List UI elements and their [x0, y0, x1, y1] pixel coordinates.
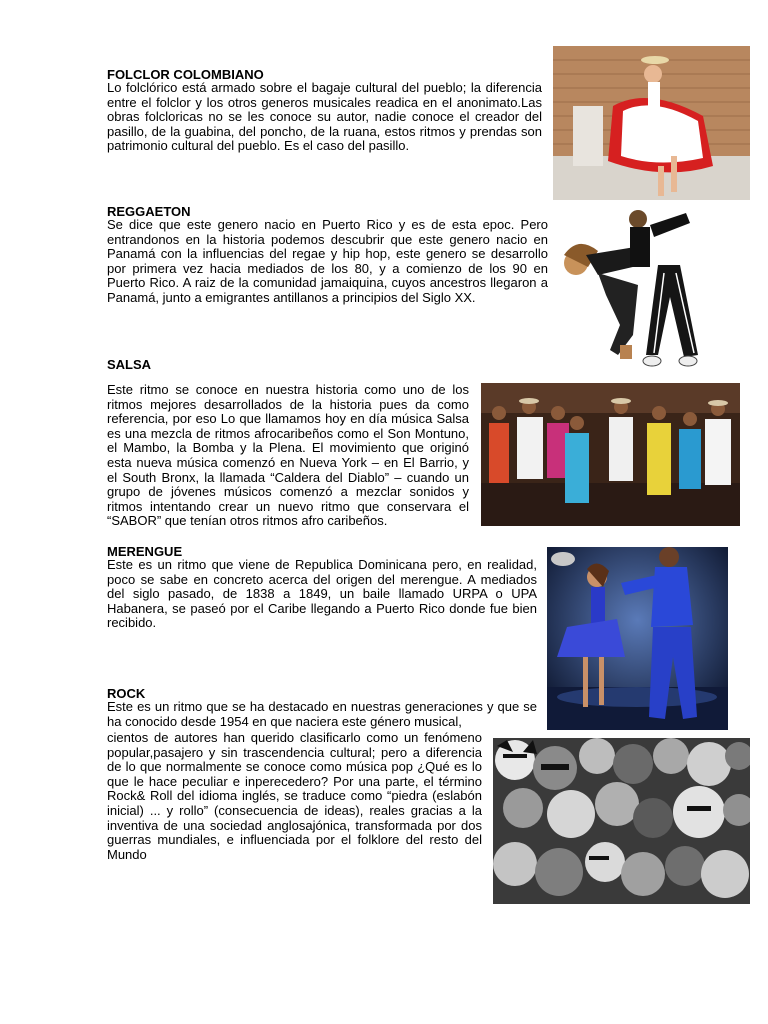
rock-musicians-collage-photo [493, 738, 750, 904]
heading-merengue: MERENGUE [107, 544, 183, 559]
paragraph-salsa: Este ritmo se conoce en nuestra historia como uno de los ritmos mejores desarrollados de la historia pues da como referencia, por eso Lo que llamamos hoy en día música Salsa es una mezcla de ritmos afrocaribeños como el Son Montuno, el Mambo, la Bomba y la Plena. El movimiento que originó esta nueva música comenzó en Nueva York – en El Barrio, y el South Bronx, la llamada “Caldera del Diablo” – cuando un grupo de jóvenes músicos comenzó a mezclar sonidos y ritmos intentando crear un nuevo ritmo que conservara el “SABOR” que tenían otros ritmos afro caribeños. [107, 382, 469, 529]
heading-folclor: FOLCLOR COLOMBIANO [107, 67, 264, 82]
salsa-dancers-photo [481, 383, 740, 526]
paragraph-reggaeton: Se dice que este genero nacio en Puerto Rico y es de esta epoc. Pero entrandonos en la historia podemos descubrir que este genero nacio en Panamá con la influencias del regae y hip hop, este genero se desarrollo por primera vez hacia mediados de los 80, y a comienzo de los 90 en Puerto Rico. A raiz de la comunidad jamaiquina, cuyos ancestros llegaron a Panamá, junto a emigrantes antillanos a principios del Siglo XX. [107, 217, 548, 305]
merengue-dancers-photo [547, 547, 728, 730]
reggaeton-dancers-photo [558, 205, 710, 373]
heading-rock: ROCK [107, 686, 146, 701]
paragraph-merengue: Este es un ritmo que viene de Republica Dominicana pero, en realidad, poco se sabe en concreto acerca del origen del merengue. A mediados del siglo pasado, de 1838 a 1849, un baile llamado URPA o UPA Habanera, se paseó por el Caribe llegando a Puerto Rico donde fue bien recibido. [107, 557, 537, 631]
heading-salsa: SALSA [107, 357, 152, 372]
heading-reggaeton: REGGAETON [107, 204, 191, 219]
folkloric-dancer-photo [553, 46, 750, 200]
paragraph-rock-intro: Este es un ritmo que se ha destacado en nuestras generaciones y que se ha conocido desde 1954 en que naciera este género musical, [107, 699, 537, 729]
paragraph-rock: cientos de autores han querido clasificarlo como un fenómeno popular,pasajero y sin trascendencia cultural; pero a diferencia de lo que normalmente se conoce como música pop ¿Qué es lo que le hace peculiar e inperecedero? Por una parte, el término Rock& Roll del idioma inglés, se traduce como “piedra (eslabón inicial) ... y rollo” (consecuencia de ideas), reales gracias a la inventiva de una sociedad anglosajónica, transformada por dos guerras mundiales, e influenciada por el folklore del resto del Mundo [107, 730, 482, 862]
paragraph-folclor: Lo folclórico está armado sobre el bagaje cultural del pueblo; la diferencia entre el folclor y los otros generos musicales readica en el anonimato.Las obras folcloricas no se les conoce su autor, nadie conoce el creador del pasillo, de la guabina, del poncho, de la ruana, estos ritmos y prendas son patrimonio cultural del pueblo. Es el caso del pasillo. [107, 80, 542, 154]
